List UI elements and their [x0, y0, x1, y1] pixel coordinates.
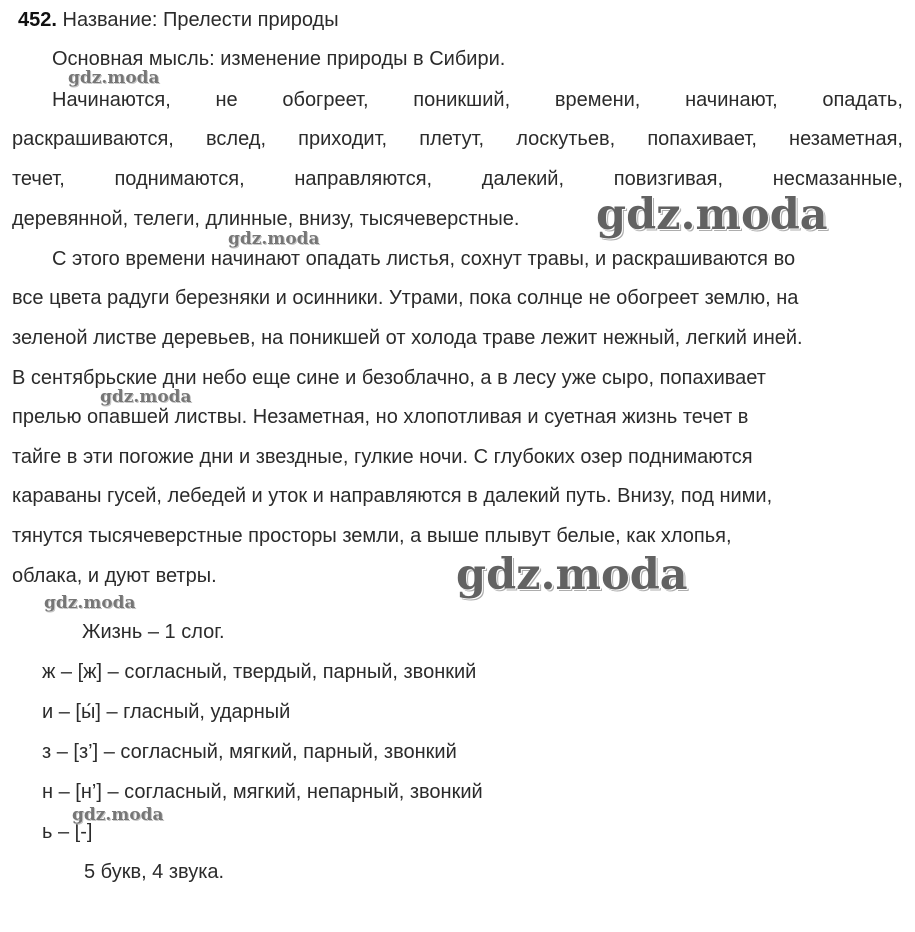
word: незаметная, [789, 128, 903, 150]
text-line-8: тянутся тысячеверстные просторы земли, а выше плывут белые, как хлопья, [12, 525, 732, 547]
analysis-heading: Жизнь – 1 слог. [82, 621, 225, 643]
exercise-title-text: Название: Прелести природы [62, 9, 339, 31]
watermark: gdz.moda [456, 550, 688, 600]
word: начинают, [685, 89, 778, 111]
watermark: gdz.moda [68, 68, 160, 88]
analysis-letter: н – [н’] – согласный, мягкий, непарный, звонкий [42, 781, 483, 803]
analysis-letter: з – [з’] – согласный, мягкий, парный, звонкий [42, 741, 457, 763]
word: опадать, [822, 89, 903, 111]
word: направляются, [294, 168, 433, 190]
word: течет, [12, 168, 65, 190]
text-line-7: караваны гусей, лебедей и уток и направляются в далекий путь. Внизу, под ними, [12, 485, 773, 507]
word: приходит, [298, 128, 388, 150]
watermark: gdz.moda [44, 593, 136, 613]
watermark: gdz.moda [596, 190, 828, 240]
text-line-3: зеленой листве деревьев, на поникшей от холода траве лежит нежный, легкий иней. [12, 327, 803, 349]
word: несмазанные, [772, 168, 903, 190]
word: поднимаются, [114, 168, 245, 190]
word: Начинаются, [52, 89, 171, 111]
analysis-letter: и – [ы́] – гласный, ударный [42, 701, 291, 723]
text-line-2: все цвета радуги березняки и осинники. Утрами, пока солнце не обогреет землю, на [12, 287, 799, 309]
word-list-line-1 [52, 88, 903, 112]
word-list-line-2 [12, 127, 903, 151]
analysis-letter: ж – [ж] – согласный, твердый, парный, звонкий [42, 661, 477, 683]
word: попахивает, [647, 128, 757, 150]
word: далекий, [481, 168, 565, 190]
word-list-line-4: деревянной, телеги, длинные, внизу, тысячеверстные. [12, 208, 520, 230]
word: обогреет, [282, 89, 369, 111]
text-line-6: тайге в эти погожие дни и звездные, гулкие ночи. С глубоких озер поднимаются [12, 446, 753, 468]
exercise-title [18, 8, 339, 32]
analysis-letter: ь – [-] [42, 821, 93, 843]
text-line-5: прелью опавшей листвы. Незаметная, но хлопотливая и суетная жизнь течет в [12, 406, 749, 428]
text-line-9: облака, и дуют ветры. [12, 565, 217, 587]
analysis-summary: 5 букв, 4 звука. [84, 861, 225, 883]
word: поникший, [413, 89, 511, 111]
word: раскрашиваются, [12, 128, 174, 150]
word: лоскутьев, [516, 128, 616, 150]
watermark: gdz.moda [228, 229, 320, 249]
main-idea: Основная мысль: изменение природы в Сибири. [52, 48, 506, 70]
word: повизгивая, [613, 168, 724, 190]
word: плетут, [419, 128, 485, 150]
word: не [215, 89, 238, 111]
text-line-1: С этого времени начинают опадать листья, сохнут травы, и раскрашиваются во [52, 248, 796, 270]
word: вслед, [206, 128, 267, 150]
text-line-4: В сентябрьские дни небо еще сине и безоблачно, а в лесу уже сыро, попахивает [12, 367, 766, 389]
watermark: gdz.moda [72, 805, 164, 825]
word-list-line-3 [12, 167, 903, 191]
watermark: gdz.moda [100, 387, 192, 407]
exercise-number: 452. [18, 9, 57, 31]
word: времени, [554, 89, 641, 111]
